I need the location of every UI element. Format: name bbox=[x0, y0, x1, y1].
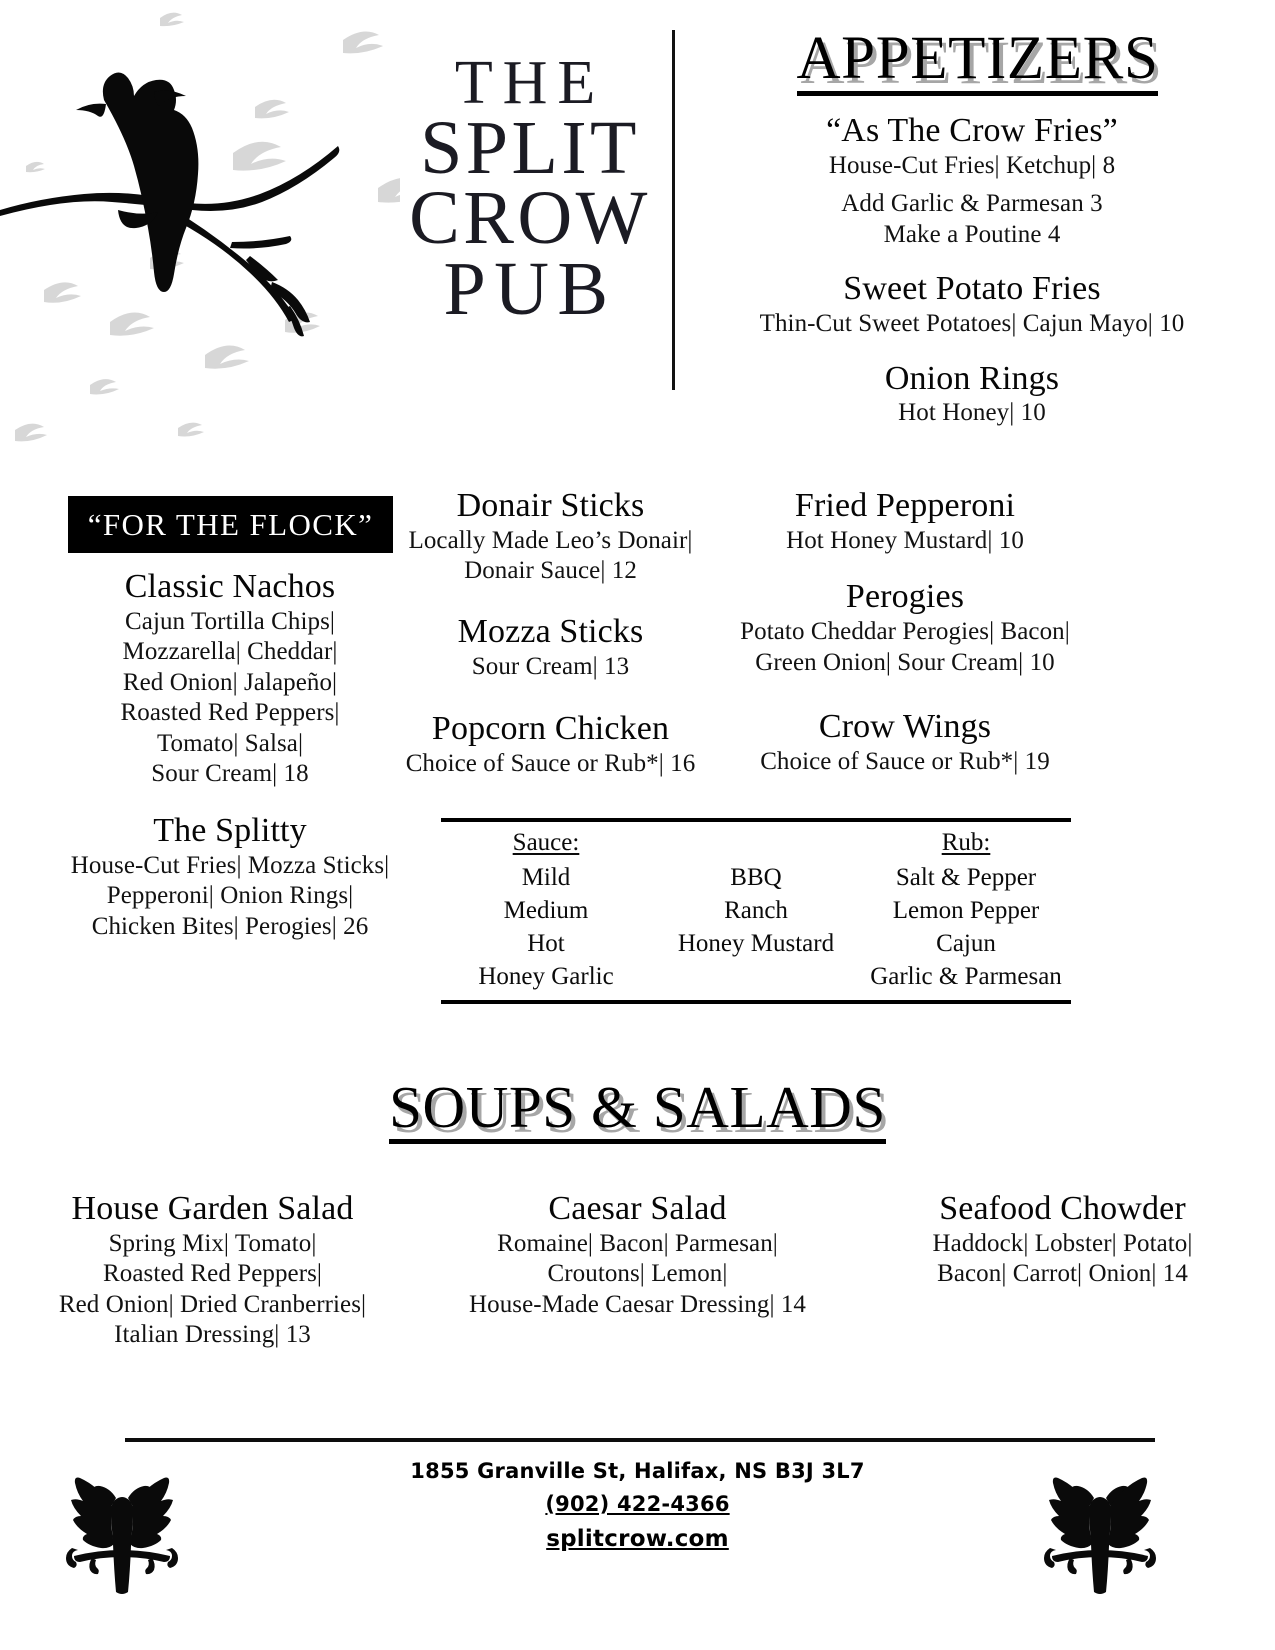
menu-item-name: Classic Nachos bbox=[124, 568, 336, 605]
menu-item bbox=[425, 1190, 850, 1351]
menu-item-name: Perogies bbox=[845, 578, 965, 616]
menu-item-description bbox=[672, 398, 1272, 429]
footer-phone-link[interactable]: (902) 422-4366 bbox=[545, 1491, 730, 1516]
menu-item-description bbox=[672, 309, 1272, 340]
menu-item-description-line: Italian Dressing| 13 bbox=[114, 1321, 311, 1349]
menu-item bbox=[850, 1190, 1275, 1351]
menu-item-name: House Garden Salad bbox=[71, 1190, 354, 1227]
menu-item-description bbox=[35, 607, 425, 790]
menu-item bbox=[398, 487, 703, 587]
wordmark-line-pub: PUB bbox=[443, 247, 617, 331]
menu-item-description bbox=[398, 526, 703, 587]
wordmark-line-split: SPLIT bbox=[420, 105, 640, 190]
sauce-option: Honey Mustard bbox=[677, 930, 835, 957]
sauce-option: Medium bbox=[503, 896, 589, 924]
sauce-option: Hot bbox=[527, 930, 565, 957]
menu-item-name: The Splitty bbox=[153, 811, 307, 849]
menu-item-description-line: Potato Cheddar Perogies| Bacon| bbox=[740, 618, 1070, 645]
rub-option: Cajun bbox=[936, 930, 996, 957]
menu-item bbox=[700, 487, 1110, 556]
menu-item-description bbox=[398, 749, 703, 780]
menu-item-description-line: Pepperoni| Onion Rings| bbox=[106, 882, 354, 909]
menu-item-description-line: Croutons| Lemon| bbox=[547, 1260, 728, 1288]
appetizers-left-column bbox=[35, 568, 425, 958]
menu-item-name: “As The Crow Fries” bbox=[826, 112, 1118, 149]
footer-address: 1855 Granville St, Halifax, NS B3J 3L7 bbox=[410, 1459, 865, 1483]
rub-heading: Rub: bbox=[941, 829, 991, 856]
menu-item-name: Caesar Salad bbox=[548, 1190, 727, 1227]
footer-contact-block bbox=[0, 1455, 1275, 1559]
menu-item bbox=[672, 360, 1272, 429]
sauce-option: Honey Garlic bbox=[478, 963, 614, 991]
menu-item-description bbox=[700, 617, 1110, 678]
sauce-and-rub-table bbox=[441, 818, 1071, 1004]
perched-crow-on-branch-icon bbox=[0, 10, 400, 480]
appetizers-section-header bbox=[690, 25, 1265, 96]
menu-item-name: Sweet Potato Fries bbox=[843, 270, 1101, 308]
menu-item-description-line: Sour Cream| 13 bbox=[471, 652, 630, 680]
sauce-column-two bbox=[651, 827, 861, 994]
menu-item-addon-line: Make a Poutine 4 bbox=[883, 220, 1061, 248]
menu-item-description-line: Green Onion| Sour Cream| 10 bbox=[755, 648, 1055, 676]
menu-item bbox=[700, 708, 1110, 777]
menu-item-description-line: Tomato| Salsa| bbox=[156, 729, 304, 757]
appetizers-title: APPETIZERS bbox=[797, 28, 1159, 96]
menu-item-description-line: Haddock| Lobster| Potato| bbox=[932, 1229, 1193, 1257]
menu-item bbox=[672, 270, 1272, 339]
menu-item-description-line: Roasted Red Peppers| bbox=[103, 1260, 322, 1288]
rub-option: Garlic & Parmesan bbox=[870, 963, 1062, 991]
menu-item-name: Mozza Sticks bbox=[457, 612, 644, 650]
menu-item-description-line: Choice of Sauce or Rub*| 16 bbox=[405, 749, 696, 777]
menu-item-description-line: Cajun Tortilla Chips| bbox=[125, 607, 335, 635]
for-the-flock-label: “FOR THE FLOCK” bbox=[87, 506, 374, 542]
sauce-option: Ranch bbox=[724, 896, 788, 924]
sauce-option: BBQ bbox=[730, 863, 782, 891]
appetizers-featured-list bbox=[672, 112, 1272, 443]
sauce-column-one bbox=[441, 827, 651, 994]
rub-option: Salt & Pepper bbox=[895, 863, 1037, 891]
rub-option: Lemon Pepper bbox=[892, 896, 1040, 924]
menu-item-description-line: Mozzarella| Cheddar| bbox=[122, 638, 338, 666]
sauce-option bbox=[651, 960, 861, 993]
menu-item-description-line: Spring Mix| Tomato| bbox=[108, 1229, 317, 1257]
menu-item bbox=[0, 1190, 425, 1351]
menu-item-addons bbox=[672, 189, 1272, 250]
menu-item-name: Crow Wings bbox=[818, 708, 992, 745]
menu-item-description-line: Choice of Sauce or Rub*| 19 bbox=[760, 747, 1050, 775]
menu-item-description bbox=[850, 1229, 1275, 1290]
menu-item-description-line: Donair Sauce| 12 bbox=[464, 557, 637, 585]
for-the-flock-banner bbox=[68, 496, 393, 553]
menu-item-name: Popcorn Chicken bbox=[431, 710, 670, 747]
footer-website-link[interactable]: splitcrow.com bbox=[546, 1526, 729, 1553]
soups-salads-list bbox=[0, 1190, 1275, 1355]
sauce-heading: Sauce: bbox=[512, 829, 580, 856]
appetizers-right-column bbox=[700, 487, 1110, 797]
menu-item-description bbox=[425, 1229, 850, 1321]
wordmark-line-the: THE bbox=[454, 49, 606, 117]
menu-item-name: Fried Pepperoni bbox=[794, 487, 1016, 524]
menu-item-name: Seafood Chowder bbox=[939, 1190, 1186, 1227]
menu-item-description-line: Red Onion| Dried Cranberries| bbox=[58, 1290, 367, 1318]
menu-item bbox=[398, 710, 703, 779]
menu-item-description-line: Hot Honey Mustard| 10 bbox=[786, 526, 1024, 554]
sauce-option: Mild bbox=[521, 863, 571, 891]
menu-item-description-line: Roasted Red Peppers| bbox=[120, 699, 340, 727]
soups-salads-section-header bbox=[0, 1074, 1275, 1144]
menu-item-description bbox=[700, 526, 1110, 557]
brand-wordmark bbox=[395, 49, 665, 331]
menu-item-description bbox=[398, 652, 703, 683]
menu-item-description-line: Locally Made Leo’s Donair| bbox=[408, 526, 693, 554]
wordmark-line-crow: CROW bbox=[409, 176, 651, 261]
menu-item-description-line: House-Made Caesar Dressing| 14 bbox=[468, 1290, 807, 1318]
menu-item-description bbox=[35, 851, 425, 943]
soups-salads-title: SOUPS & SALADS bbox=[389, 1078, 886, 1144]
menu-item-description bbox=[672, 151, 1272, 182]
menu-item-description-line: Thin-Cut Sweet Potatoes| Cajun Mayo| 10 bbox=[759, 310, 1185, 337]
menu-item-description-line: Chicken Bites| Perogies| 26 bbox=[91, 912, 369, 940]
menu-item bbox=[700, 578, 1110, 678]
menu-item-description-line: Red Onion| Jalapeño| bbox=[122, 668, 338, 696]
menu-item-name: Donair Sticks bbox=[456, 487, 645, 524]
menu-item-description-line: House-Cut Fries| Mozza Sticks| bbox=[70, 851, 390, 879]
appetizers-middle-column bbox=[398, 487, 703, 801]
menu-item-description bbox=[700, 747, 1110, 778]
menu-item bbox=[398, 613, 703, 682]
menu-item-name: Onion Rings bbox=[884, 359, 1060, 397]
rub-column bbox=[861, 827, 1071, 994]
menu-item-description-line: Hot Honey| 10 bbox=[898, 399, 1046, 427]
menu-item-addon-line: Add Garlic & Parmesan 3 bbox=[841, 190, 1103, 218]
menu-item-description-line: Romaine| Bacon| Parmesan| bbox=[497, 1229, 778, 1257]
menu-item-description bbox=[0, 1229, 425, 1351]
menu-item bbox=[672, 112, 1272, 250]
menu-item-description-line: Sour Cream| 18 bbox=[151, 760, 309, 788]
menu-item-description-line: House-Cut Fries| Ketchup| 8 bbox=[828, 151, 1116, 179]
menu-item-description-line: Bacon| Carrot| Onion| 14 bbox=[937, 1260, 1188, 1288]
footer-divider bbox=[125, 1438, 1155, 1442]
menu-item bbox=[35, 568, 425, 790]
menu-item bbox=[35, 812, 425, 942]
